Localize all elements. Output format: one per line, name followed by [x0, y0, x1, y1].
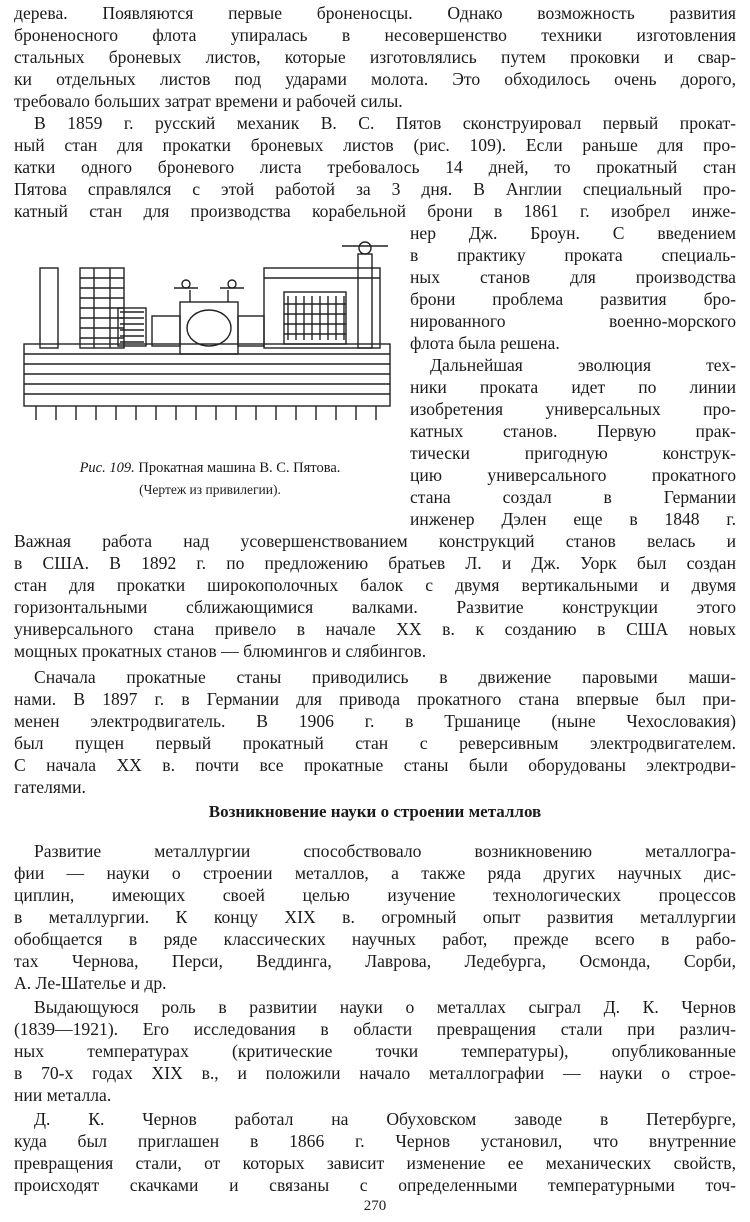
text-line: универсального стана привело в начале XX в. к созданию в США новых	[14, 619, 736, 639]
text-line: Выдающуюся роль в развитии науки о металлах сыграл Д. К. Чернов	[34, 997, 736, 1017]
text-line: (1839—1921). Его исследования в области превращения стали при различ-	[14, 1019, 736, 1039]
rolling-mill-drawing	[22, 232, 394, 450]
text-line: ных температурах (критические точки температуры), опубликованные	[14, 1041, 736, 1061]
text-line: нер Дж. Броун. С введением	[410, 223, 736, 243]
text-line: ный стан для прокатки броневых листов (рис. 109). Если раньше для про-	[14, 135, 736, 155]
text-line: в металлургии. К концу XIX в. огромный опыт развития металлургии	[14, 907, 736, 927]
text-line: брони проблема развития бро-	[410, 289, 736, 309]
figure-title: Прокатная машина В. С. Пятова.	[138, 460, 341, 476]
text-line: тически пригодную конструк-	[410, 443, 736, 463]
figure-label: Рис. 109.	[79, 460, 135, 476]
text-line: Сначала прокатные станы приводились в движение паровыми маши-	[34, 667, 736, 687]
text-line: горизонтальными сближающимися валками. Развитие конструкции этого	[14, 597, 736, 617]
text-line: в 70-х годах XIX в., и положили начало металлографии — науки о строе-	[14, 1063, 736, 1083]
text-line: происходят скачками и связаны с определенными температурными точ-	[14, 1175, 736, 1195]
text-line: в практику проката специаль-	[410, 245, 736, 265]
text-line: тах Чернова, Перси, Веддинга, Лаврова, Ледебурга, Осмонда, Сорби,	[14, 951, 736, 971]
text-line: катный стан для производства корабельной брони в 1861 г. изобрел инже-	[14, 201, 736, 221]
text-line: катки одного броневого листа требовалось 14 дней, то прокатный стан	[14, 157, 736, 177]
text-line: менен электродвигатель. В 1906 г. в Тршанице (ныне Чехословакия)	[14, 711, 736, 731]
text-line: нированного военно-морского	[410, 311, 736, 331]
text-line: гателями.	[14, 777, 86, 797]
text-line: ных станов для производства	[410, 267, 736, 287]
text-line: циплин, имеющих своей целью изучение технологических процессов	[14, 885, 736, 905]
text-line: изобретения универсальных про-	[410, 399, 736, 419]
text-line: нами. В 1897 г. в Германии для привода прокатного стана впервые был при-	[14, 689, 736, 709]
text-line: А. Ле-Шателье и др.	[14, 973, 167, 993]
text-line: флота была решена.	[410, 333, 560, 353]
text-line: фии — науки о строении металлов, а также ряда других научных дис-	[14, 863, 736, 883]
text-line: Дальнейшая эволюция тех-	[430, 355, 736, 375]
text-line: ники проката идет по линии	[410, 377, 736, 397]
page-number: 270	[363, 1198, 387, 1214]
text-line: стальных броневых листов, которые изготовлялись путем проковки и свар-	[14, 47, 736, 67]
text-line: был пущен первый прокатный стан с реверсивным электродвигателем.	[14, 733, 736, 753]
text-line: обобщается в ряде классических научных работ, прежде всего в рабо-	[14, 929, 736, 949]
text-line: Пятова справлялся с этой работой за 3 дня. В Англии специальный про-	[14, 179, 736, 199]
text-line: мощных прокатных станов — блюмингов и слябингов.	[14, 641, 427, 661]
text-line: броненосного флота упиралась в несовершенство техники изготовления	[14, 25, 736, 45]
figure-note: (Чертеж из привилегии).	[139, 482, 281, 497]
text-line: в США. В 1892 г. по предложению братьев Л. и Дж. Уорк был создан	[14, 553, 736, 573]
figure-caption	[20, 458, 400, 478]
text-line: Важная работа над усовершенствованием конструкций станов велась и	[14, 531, 736, 551]
text-line: стана создал в Германии	[410, 487, 736, 507]
text-line: Д. К. Чернов работал на Обуховском заводе в Петербурге,	[34, 1109, 736, 1129]
text-line: С начала XX в. почти все прокатные станы были оборудованы электродви-	[14, 755, 736, 775]
section-heading: Возникновение науки о строении металлов	[208, 802, 542, 821]
text-line: превращения стали, от которых зависит изменение ее механических свойств,	[14, 1153, 736, 1173]
text-line: требовало больших затрат времени и рабочей силы.	[14, 91, 403, 111]
text-line: ки отдельных листов под ударами молота. Это обходилось очень дорого,	[14, 69, 736, 89]
text-line: катных станов. Первую прак-	[410, 421, 736, 441]
text-line: стан для прокатки широкополочных балок с двумя вертикальными и двумя	[14, 575, 736, 595]
text-line: цию универсального прокатного	[410, 465, 736, 485]
text-line: нии металла.	[14, 1085, 112, 1105]
text-line: инженер Дэлен еще в 1848 г.	[410, 509, 736, 529]
text-line: В 1859 г. русский механик В. С. Пятов сконструировал первый прокат-	[34, 113, 736, 133]
text-line: куда был приглашен в 1866 г. Чернов установил, что внутренние	[14, 1131, 736, 1151]
text-line: дерева. Появляются первые броненосцы. Однако возможность развития	[14, 3, 736, 23]
text-line: Развитие металлургии способствовало возникновению металлогра-	[34, 841, 736, 861]
